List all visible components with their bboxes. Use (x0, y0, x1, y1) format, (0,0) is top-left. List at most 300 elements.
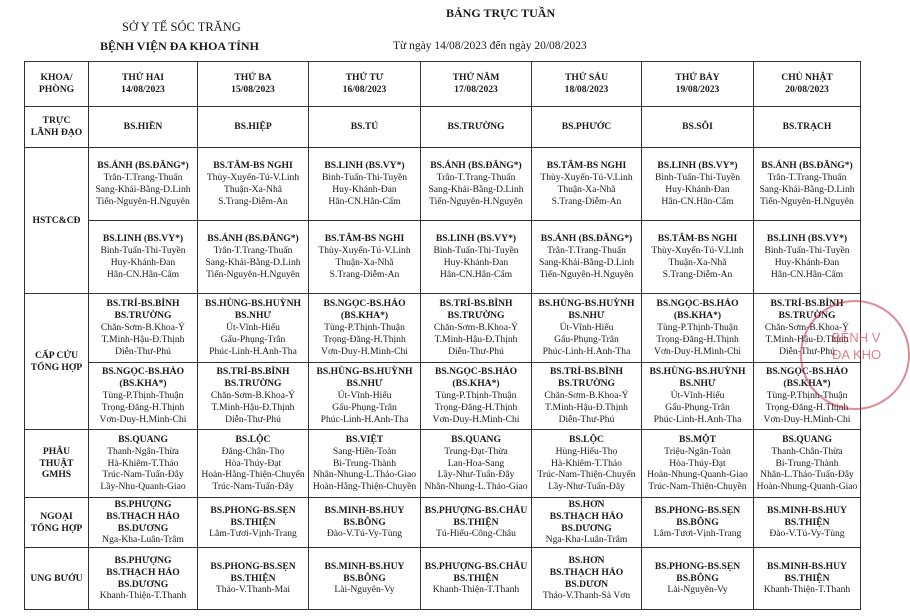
staff-line: Vơn-Duy-H.Minh-Chi (99, 413, 187, 425)
doctor-line: BS.THIỆN (230, 572, 276, 584)
duty-cell (642, 363, 754, 430)
doctor-line: BS.PHONG-BS.SẸN (210, 504, 296, 516)
doctor-line: BS.QUANG (118, 433, 168, 445)
doctor-line: BS.MINH-BS.HUY (324, 560, 405, 572)
staff-line: Sang-Khải-Bằng-D.Linh (95, 184, 191, 195)
doctor-line: BS.PHƯỢNG-BS.CHÂU (424, 560, 528, 572)
doctor-line: BS.DƯƠNG (561, 522, 612, 534)
duty-cell (642, 548, 754, 610)
doctor-line: BS.NHƯ (234, 310, 272, 322)
staff-line: Sang-Khải-Bằng-D.Linh (428, 184, 524, 195)
duty-cell (89, 430, 198, 498)
doctor-line: BS.DƯƠNG (117, 578, 169, 590)
duty-cell (421, 221, 532, 294)
staff-line: Hân-CN.Hân-Cẩm (661, 195, 734, 207)
doctor-line: BS.HÙNG-BS.HUỲNH (316, 366, 413, 378)
staff-line: Phúc-Linh-H.Anh-Tha (320, 413, 409, 425)
staff-line: Bình-Tuấn-Thi-Tuyền (654, 172, 741, 184)
doctor-line: BS.NGỌC-BS.HẢO (656, 298, 739, 310)
org-line-2: BỆNH VIỆN ĐA KHOA TỈNH (100, 39, 259, 53)
doctor-line: BS.HIỀN (123, 121, 163, 133)
staff-line: Tùng-P.Thịnh-Thuận (435, 390, 517, 402)
staff-line: Thanh-Ngân-Thừa (107, 445, 179, 457)
doctor-line: BS.VIỆT (345, 433, 384, 445)
staff-line: T.Minh-Hậu-Đ.Thịnh (545, 401, 628, 413)
staff-line: Bi-Trung-Thành (775, 457, 839, 469)
staff-line: Trân-T.Trang-Thuấn (436, 172, 516, 184)
staff-line: Út-Vĩnh-Hiếu (337, 390, 392, 402)
staff-line: Hùng-Hiếu-Thọ (555, 445, 618, 457)
day-header (421, 62, 532, 107)
doctor-line: BS.LINH (BS.VY*) (324, 160, 405, 172)
staff-line: Thùy-Xuyến-Tú-V.Linh (206, 172, 300, 184)
staff-line: Diễn-Thư-Phú (225, 413, 281, 425)
doctor-line: BS.TÂM-BS NGHI (213, 160, 293, 172)
duty-cell (309, 430, 421, 498)
duty-cell (532, 107, 642, 148)
roster-row (25, 363, 861, 430)
day-date: 20/08/2023 (785, 84, 829, 95)
day-date: 15/08/2023 (231, 84, 275, 95)
roster-row (25, 430, 861, 498)
duty-cell (198, 363, 309, 430)
staff-line: S.Trang-Diễm-An (218, 195, 288, 207)
doctor-line: BS.THIỆN (453, 572, 499, 584)
day-header (754, 62, 861, 107)
duty-cell (421, 363, 532, 430)
duty-cell (754, 107, 861, 148)
doctor-line: BS.BÔNG (676, 516, 719, 528)
staff-line: Lầy-Nhu-Quanh-Giao (100, 481, 186, 493)
staff-line: Hòa-Thúy-Đạt (669, 457, 726, 469)
staff-line: Nhân-L.Thảo-Tuấn-Đây (760, 469, 854, 481)
duty-cell (421, 294, 532, 363)
department-cell: NGOẠI TỔNG HỢP (25, 498, 89, 548)
duty-cell (198, 498, 309, 548)
duty-cell (754, 430, 861, 498)
corner-header: KHOA/ PHÒNG (25, 62, 89, 107)
duty-cell (89, 548, 198, 610)
day-name: THỨ BA (234, 72, 272, 84)
department-cell: PHẪU THUẬT GMHS (25, 430, 89, 498)
staff-line: Tiến-Nguyên-H.Nguyên (539, 268, 634, 280)
duty-cell (421, 107, 532, 148)
staff-line: Lâm-Tươi-Vịnh-Trang (653, 528, 742, 540)
duty-roster-table (24, 61, 861, 610)
staff-line: T.Minh-Hậu-Đ.Thịnh (101, 333, 185, 345)
staff-line: Hân-CN.Hân-Cẩm (328, 195, 401, 207)
doctor-line: BS.ÁNH (BS.ĐĂNG*) (207, 233, 299, 245)
staff-line: Chăn-Sơm-B.Khoa-Ý (544, 390, 629, 402)
duty-cell (89, 148, 198, 221)
department-cell: CẤP CỨU TỔNG HỢP (25, 294, 89, 430)
doctor-line: BS.NHƯ (568, 310, 605, 322)
doctor-line: (BS.KHA*) (340, 310, 389, 322)
duty-cell (89, 363, 198, 430)
staff-line: Bình-Tuấn-Thi-Tuyền (433, 245, 519, 257)
staff-line: Lầy-Như-Tuấn-Đây (548, 481, 625, 493)
duty-cell (89, 107, 198, 148)
day-name: THỨ SÁU (564, 72, 609, 84)
doctor-line: BS.MINH-BS.HUY (324, 504, 405, 516)
doctor-line: BS.HƠN (568, 554, 605, 566)
staff-line: Trọng-Đăng-H.Thịnh (765, 401, 849, 413)
duty-cell (89, 294, 198, 363)
staff-line: Trân-T.Trang-Thuấn (767, 172, 847, 184)
doctor-line: BS.PHONG-BS.SẸN (654, 504, 741, 516)
staff-line: Gấu-Phụng-Trân (665, 401, 730, 413)
staff-line: Thuận-Xa-Nhã (335, 257, 394, 268)
staff-line: Khanh-Thiện-T.Thanh (432, 584, 520, 596)
day-header (642, 62, 754, 107)
department-cell: HSTC&CĐ (25, 148, 89, 294)
staff-line: S.Trang-Diễm-An (551, 195, 622, 207)
duty-cell (198, 430, 309, 498)
doctor-line: BS.DƯƠN (564, 578, 609, 590)
doctor-line: BS.TÂM-BS NGHI (324, 233, 405, 245)
staff-line: Phúc-Linh-H.Anh-Tha (653, 413, 742, 425)
doctor-line: BS.TRƯỜNG (114, 310, 172, 322)
day-name: THỨ HAI (121, 72, 165, 84)
doctor-line: BS.TRÍ-BS.BÌNH (106, 298, 180, 310)
day-date: 14/08/2023 (121, 84, 165, 95)
duty-cell (754, 548, 861, 610)
staff-line: Diễn-Thư-Phú (115, 345, 171, 357)
doctor-line: BS.PHƯỚC (561, 121, 612, 133)
duty-cell (309, 363, 421, 430)
staff-line: Thanh-Chân-Thừa (771, 445, 843, 457)
duty-cell (309, 107, 421, 148)
doctor-line: BS.THIỆN (453, 516, 499, 528)
doctor-line: BS.BÔNG (676, 572, 719, 584)
staff-line: Trọng-Đăng-H.Thịnh (101, 401, 185, 413)
staff-line: Trúc-Nam-Tuấn-Đây (212, 481, 294, 493)
staff-line: Phúc-Linh-H.Anh-Tha (542, 345, 631, 357)
duty-cell (309, 498, 421, 548)
staff-line: Đào-V.Tú-Vy-Tùng (326, 528, 403, 540)
duty-cell (421, 498, 532, 548)
staff-line: Vơn-Duy-H.Minh-Chi (654, 345, 741, 357)
duty-cell (309, 548, 421, 610)
staff-line: Trọng-Đăng-H.Thịnh (434, 401, 518, 413)
doctor-line: BS.ÁNH (BS.ĐĂNG*) (430, 160, 522, 172)
doctor-line: BS.LINH (BS.VY*) (102, 233, 184, 245)
staff-line: Chăn-Sơm-B.Khoa-Ý (100, 322, 186, 334)
staff-line: Lài-Nguyên-Vy (334, 584, 395, 596)
duty-cell (532, 363, 642, 430)
doctor-line: BS.NHƯ (679, 378, 716, 390)
staff-line: Thuận-Xa-Nhã (223, 184, 283, 195)
staff-line: Hân-CN.Hân-Cẩm (106, 268, 180, 280)
roster-row (25, 107, 861, 148)
staff-line: Vơn-Duy-H.Minh-Chi (432, 413, 520, 425)
doctor-line: BS.SÔI (682, 121, 713, 133)
staff-line: Lan-Hoa-Sang (447, 457, 505, 469)
doctor-line: BS.HIỆP (234, 121, 272, 133)
staff-line: Trung-Đạt-Thừa (444, 445, 508, 457)
staff-line: T.Minh-Hậu-Đ.Thịnh (765, 333, 849, 345)
staff-line: Hòa-Thúy-Đạt (224, 457, 282, 469)
doctor-line: BS.LINH (BS.VY*) (657, 160, 738, 172)
staff-line: Hân-CN.Hân-Cẩm (439, 268, 513, 280)
department-cell: TRỰC LÃNH ĐẠO (25, 107, 89, 148)
staff-line: Tùng-P.Thịnh-Thuận (766, 390, 848, 402)
doctor-line: BS.THẠCH HẢO (106, 510, 180, 522)
day-name: THỨ NĂM (452, 72, 500, 84)
doctor-line: BS.ÁNH (BS.ĐĂNG*) (97, 160, 189, 172)
staff-line: Diễn-Thư-Phú (448, 345, 504, 357)
staff-line: Gấu-Phụng-Trân (332, 401, 397, 413)
doctor-line: BS.NGỌC-BS.HẢO (765, 366, 849, 378)
doctor-line: BS.LỘC (235, 433, 271, 445)
staff-line: S.Trang-Diễm-An (662, 268, 733, 280)
staff-line: Phúc-Linh-H.Anh-Tha (209, 345, 297, 357)
doctor-line: BS.TRÍ-BS.BÌNH (549, 366, 624, 378)
roster-row (25, 221, 861, 294)
staff-line: Lài-Nguyên-Vy (667, 584, 728, 596)
duty-cell (198, 548, 309, 610)
duty-cell (642, 498, 754, 548)
roster-row (25, 148, 861, 221)
day-date: 16/08/2023 (342, 84, 387, 95)
staff-line: Gấu-Phụng-Trân (554, 333, 619, 345)
doctor-line: BS.TRƯỜNG (778, 310, 836, 322)
doctor-line: BS.TRÍ-BS.BÌNH (770, 298, 844, 310)
staff-line: Diễn-Thư-Phú (558, 413, 615, 425)
duty-cell (198, 148, 309, 221)
staff-line: Bình-Tuấn-Thi-Tuyền (321, 172, 408, 184)
day-header (198, 62, 309, 107)
day-name: THỨ TƯ (345, 72, 384, 84)
doctor-line: BS.NGỌC-BS.HẢO (101, 366, 185, 378)
day-name: THỨ BẢY (675, 72, 720, 84)
staff-line: Hoàn-Nhung-Quanh-Giao (647, 469, 748, 481)
header-row (25, 62, 861, 107)
staff-line: Tùng-P.Thịnh-Thuận (657, 322, 738, 334)
staff-line: Gấu-Phụng-Trân (220, 333, 286, 345)
duty-cell (421, 548, 532, 610)
doctor-line: BS.NGỌC-BS.HẢO (434, 366, 518, 378)
duty-cell (309, 221, 421, 294)
duty-cell (532, 498, 642, 548)
day-date: 19/08/2023 (675, 84, 720, 95)
staff-line: Tiến-Nguyên-H.Nguyên (760, 195, 854, 207)
doctor-line: BS.TRƯỜNG (447, 310, 505, 322)
doctor-line: BS.THẠCH HẢO (106, 566, 180, 578)
duty-cell (642, 107, 754, 148)
doctor-line: BS.TRƯỜNG (224, 378, 282, 390)
staff-line: Sang-Khải-Bằng-D.Linh (205, 257, 301, 268)
doctor-line: BS.QUANG (782, 433, 832, 445)
duty-cell (421, 148, 532, 221)
duty-cell (532, 148, 642, 221)
duty-cell (754, 148, 861, 221)
staff-line: Tùng-P.Thịnh-Thuận (324, 322, 405, 334)
staff-line: Trọng-Đăng-H.Thịnh (323, 333, 406, 345)
doctor-line: (BS.KHA*) (783, 378, 831, 390)
doctor-line: BS.LỘC (569, 433, 604, 445)
staff-line: Trọng-Đăng-H.Thịnh (656, 333, 739, 345)
roster-title: BẢNG TRỰC TUẦN (446, 6, 556, 20)
doctor-line: BS.HÙNG-BS.HUỲNH (649, 366, 746, 378)
staff-line: Hà-Khiêm-T.Thảo (107, 457, 179, 469)
staff-line: Sang-Hiền-Toàn (332, 445, 397, 457)
doctor-line: BS.TÚ (350, 121, 379, 133)
duty-cell (532, 221, 642, 294)
staff-line: Sang-Khải-Bằng-D.Linh (759, 184, 855, 195)
date-range: Từ ngày 14/08/2023 đến ngày 20/08/2023 (393, 40, 587, 52)
doctor-line: (BS.KHA*) (452, 378, 500, 390)
staff-line: T.Minh-Hậu-Đ.Thịnh (211, 401, 295, 413)
staff-line: Nga-Kha-Luân-Trâm (102, 534, 184, 546)
doctor-line: BS.NHƯ (346, 378, 383, 390)
duty-cell (89, 498, 198, 548)
doctor-line: BS.TRẠCH (782, 121, 832, 133)
staff-line: Nhân-Nhung-L.Thảo-Giao (312, 469, 417, 481)
staff-line: Diễn-Thư-Phú (779, 345, 835, 357)
staff-line: Bình-Tuấn-Thi-Tuyền (100, 245, 186, 257)
doctor-line: BS.MINH-BS.HUY (767, 560, 847, 572)
staff-line: Thảo-V.Thanh-Mai (215, 584, 291, 596)
day-date: 17/08/2023 (454, 84, 498, 95)
staff-line: Tiến-Nguyên-H.Nguyên (429, 195, 523, 207)
duty-cell (754, 498, 861, 548)
doctor-line: BS.TÂM-BS NGHI (546, 160, 627, 172)
staff-line: Huy-Khánh-Đan (774, 257, 840, 268)
staff-line: Vơn-Duy-H.Minh-Chi (321, 345, 408, 357)
doctor-line: BS.THIỆN (784, 572, 830, 584)
staff-line: Chăn-Sơm-B.Khoa-Ý (764, 322, 850, 334)
staff-line: Trúc-Nam-Thiện-Chuyển (537, 469, 636, 481)
doctor-line: (BS.KHA*) (119, 378, 167, 390)
doctor-line: BS.DƯƠNG (117, 522, 169, 534)
doctor-line: BS.MỘT (678, 433, 717, 445)
duty-cell (532, 548, 642, 610)
doctor-line: BS.THIỆN (784, 516, 830, 528)
staff-line: Huy-Khánh-Đan (665, 184, 730, 195)
roster-row (25, 548, 861, 610)
staff-line: Hoàn-Nhung-Quanh-Giao (756, 481, 858, 493)
day-name: CHỦ NHẬT (781, 72, 833, 84)
duty-cell (642, 221, 754, 294)
doctor-line: (BS.KHA*) (673, 310, 722, 322)
doctor-line: BS.LINH (BS.VY*) (766, 233, 848, 245)
staff-line: T.Minh-Hậu-Đ.Thịnh (434, 333, 518, 345)
doctor-line: BS.QUANG (451, 433, 501, 445)
staff-line: Thùy-Xuyến-Tú-V.Linh (651, 245, 744, 257)
staff-line: Bi-Trung-Thành (332, 457, 397, 469)
staff-line: Lâm-Tươi-Vịnh-Trang (209, 528, 297, 540)
staff-line: Bình-Tuấn-Thi-Tuyền (764, 245, 850, 257)
staff-line: Tiến-Nguyên-H.Nguyên (96, 195, 190, 207)
duty-cell (198, 294, 309, 363)
staff-line: Thùy-Xuyến-Tú-V.Linh (318, 245, 411, 257)
staff-line: Đào-V.Tú-Vy-Tùng (769, 528, 845, 540)
duty-cell (532, 294, 642, 363)
doctor-line: BS.PHƯỢNG (114, 498, 172, 510)
staff-line: Huy-Khánh-Đan (443, 257, 509, 268)
duty-cell (89, 221, 198, 294)
duty-cell (421, 430, 532, 498)
staff-line: Đăng-Chân-Thọ (221, 445, 285, 457)
staff-line: Trân-T.Trang-Thuấn (103, 172, 183, 184)
department-cell: UNG BƯỚU (25, 548, 89, 610)
doctor-line: BS.HÙNG-BS.HUỲNH (205, 298, 301, 310)
duty-cell (198, 221, 309, 294)
staff-line: Hà-Khiêm-T.Thảo (551, 457, 622, 469)
staff-line: Tùng-P.Thịnh-Thuận (102, 390, 184, 402)
doctor-line: BS.MINH-BS.HUY (767, 504, 847, 516)
doctor-line: BS.HƠN (568, 498, 605, 510)
duty-cell (642, 294, 754, 363)
staff-line: Khanh-Thiện-T.Thanh (763, 584, 851, 596)
staff-line: Hoàn-Hằng-Thiện-Chuyển (201, 469, 305, 481)
duty-cell (532, 430, 642, 498)
staff-line: Út-Vĩnh-Hiếu (670, 390, 725, 402)
staff-line: Tú-Hiếu-Công-Châu (436, 528, 516, 540)
doctor-line: BS.ÁNH (BS.ĐĂNG*) (761, 160, 853, 172)
staff-line: Sang-Khải-Bằng-D.Linh (538, 257, 635, 268)
staff-line: Trân-T.Trang-Thuấn (213, 245, 293, 257)
duty-cell (309, 294, 421, 363)
duty-cell (754, 221, 861, 294)
doctor-line: BS.PHONG-BS.SẸN (654, 560, 741, 572)
day-header (89, 62, 198, 107)
day-header (309, 62, 421, 107)
roster-row (25, 294, 861, 363)
doctor-line: BS.HÙNG-BS.HUỲNH (538, 298, 635, 310)
doctor-line: BS.BÔNG (343, 572, 386, 584)
staff-line: Hoàn-Hằng-Thiện-Chuyền (312, 481, 417, 493)
staff-line: Trân-T.Trang-Thuấn (547, 245, 626, 257)
staff-line: Chăn-Sơm-B.Khoa-Ý (210, 390, 296, 402)
doctor-line: BS.THẠCH HẢO (549, 510, 624, 522)
doctor-line: BS.TRÍ-BS.BÌNH (216, 366, 290, 378)
staff-line: Út-Vĩnh-Hiếu (226, 322, 280, 334)
doctor-line: BS.BÔNG (343, 516, 386, 528)
staff-line: Thùy-Xuyến-Tú-V.Linh (540, 172, 633, 184)
day-date: 18/08/2023 (564, 84, 609, 95)
staff-line: Thuận-Xa-Nhã (557, 184, 616, 195)
staff-line: Vơn-Duy-H.Minh-Chi (763, 413, 851, 425)
staff-line: Khanh-Thiện-T.Thanh (99, 590, 187, 602)
doctor-line: BS.TÂM-BS NGHI (657, 233, 738, 245)
doctor-line: BS.ÁNH (BS.ĐĂNG*) (540, 233, 633, 245)
staff-line: Huy-Khánh-Đan (110, 257, 176, 268)
staff-line: Trúc-Nam-Thiện-Chuyền (648, 481, 747, 493)
staff-line: Út-Vĩnh-Hiếu (559, 322, 614, 334)
staff-line: Triệu-Ngân-Toàn (664, 445, 731, 457)
doctor-line: BS.PHƯỢNG (114, 554, 172, 566)
doctor-line: BS.TRƯỜNG (558, 378, 615, 390)
staff-line: S.Trang-Diễm-An (329, 268, 400, 280)
staff-line: Chăn-Sơm-B.Khoa-Ý (433, 322, 519, 334)
doctor-line: BS.PHONG-BS.SẸN (210, 560, 296, 572)
doctor-line: BS.LINH (BS.VY*) (435, 233, 517, 245)
duty-cell (198, 107, 309, 148)
staff-line: Thuận-Xa-Nhã (668, 257, 727, 268)
staff-line: Thảo-V.Thanh-Sà Vơn (542, 590, 631, 602)
duty-cell (309, 148, 421, 221)
staff-line: Nga-Kha-Luân-Trâm (545, 534, 628, 546)
doctor-line: BS.NGỌC-BS.HẢO (323, 298, 406, 310)
staff-line: Nhân-Nhung-L.Thảo-Giao (424, 481, 528, 493)
doctor-line: BS.THIỆN (230, 516, 276, 528)
duty-cell (642, 430, 754, 498)
stamp-text: BỆNH V ĐA KHO (832, 330, 882, 362)
doctor-line: BS.TRƯỜNG (447, 121, 505, 133)
staff-line: Trúc-Nam-Tuấn-Đây (102, 469, 184, 481)
